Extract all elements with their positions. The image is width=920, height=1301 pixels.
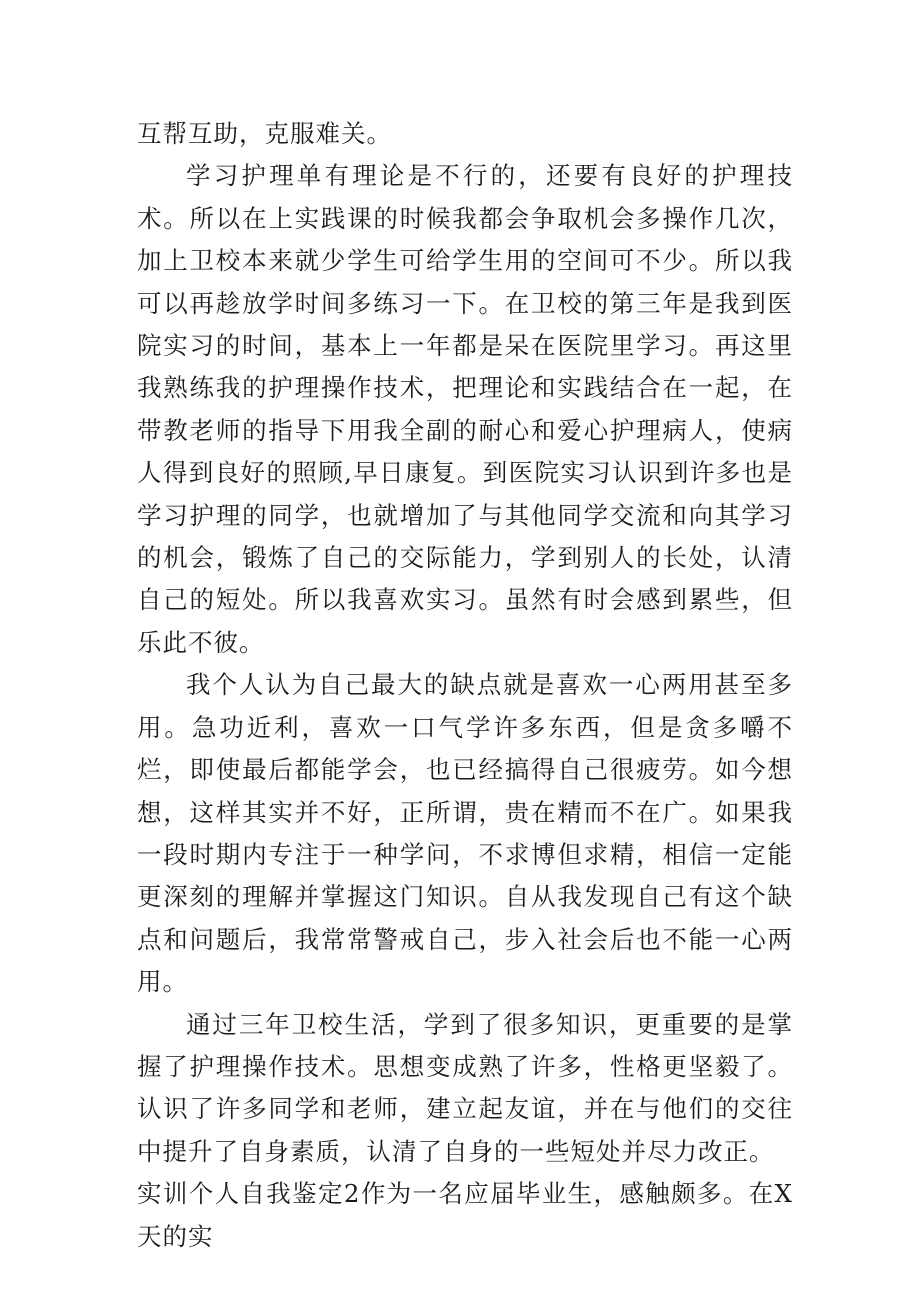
paragraph-4: 通过三年卫校生活，学到了很多知识，更重要的是掌握了护理操作技术。思想变成熟了许多，性格更坚毅了。认识了许多同学和老师，建立起友谊，并在与他们的交往中提升了自身素质，认清了自身的一些短处并尽力改正。 bbox=[137, 1009, 793, 1166]
paragraph-1: 互帮互助，克服难关。 bbox=[137, 119, 392, 148]
paragraph-5: 实训个人自我鉴定2作为一名应届毕业生，感触颇多。在X天的实 bbox=[137, 1179, 793, 1251]
document-body bbox=[137, 113, 793, 1258]
paragraph-2: 学习护理单有理论是不行的，还要有良好的护理技术。所以在上实践课的时候我都会争取机会多操作几次，加上卫校本来就少学生可给学生用的空间可不少。所以我可以再趁放学时间多练习一下。在卫校的第三年是我到医院实习的时间，基本上一年都是呆在医院里学习。再这里我熟练我的护理操作技术，把理论和实践结合在一起，在带教老师的指导下用我全副的耐心和爱心护理病人，使病人得到良好的照顾,早日康复。到医院实习认识到许多也是学习护理的同学，也就增加了与其他同学交流和向其学习的机会，锻炼了自己的交际能力，学到别人的长处，认清自己的短处。所以我喜欢实习。虽然有时会感到累些，但乐此不彼。 bbox=[137, 161, 793, 657]
paragraph-3: 我个人认为自己最大的缺点就是喜欢一心两用甚至多用。急功近利，喜欢一口气学许多东西，但是贪多嚼不烂，即使最后都能学会，也已经搞得自己很疲劳。如今想想，这样其实并不好，正所谓，贵在精而不在广。如果我一段时期内专注于一种学问，不求博但求精，相信一定能更深刻的理解并掌握这门知识。自从我发现自己有这个缺点和问题后，我常常警戒自己，步入社会后也不能一心两用。 bbox=[137, 670, 793, 997]
